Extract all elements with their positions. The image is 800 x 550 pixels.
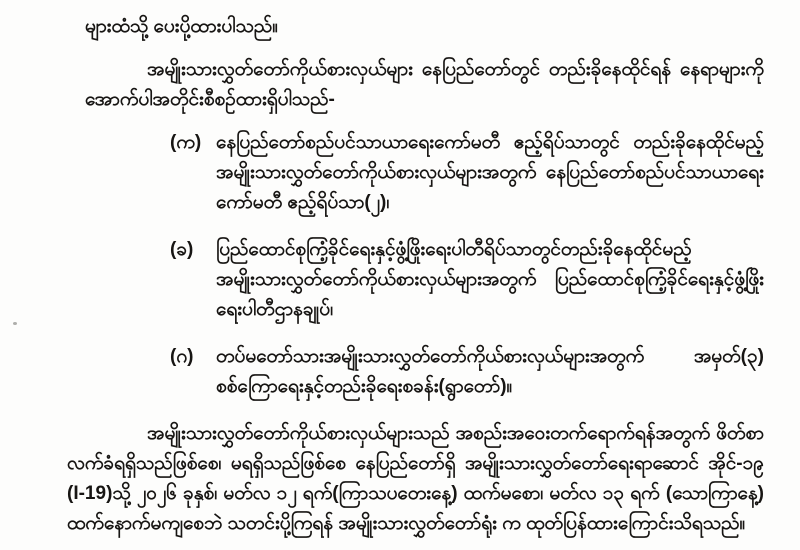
- list-item-label: (ဂ): [170, 346, 194, 367]
- numbered-list: [170, 128, 764, 402]
- list-item: [170, 128, 764, 218]
- scan-speck: [13, 322, 17, 325]
- list-item: [170, 235, 764, 325]
- list-item-label: (က): [170, 132, 202, 153]
- list-item: [170, 342, 764, 402]
- list-item-label: (ခ): [170, 239, 194, 260]
- paragraph-intro: အမျိုးသားလွှတ်တော်ကိုယ်စားလှယ်များ နေပြည်တော်တွင် တည်းခိုနေထိုင်ရန် နေရာများကို အောက်ပါအတိုင်းစီစဉ်ထားရှိပါသည်-: [85, 59, 764, 110]
- paragraph-closing: အမျိုးသားလွှတ်တော်ကိုယ်စားလှယ်များသည် အစည်းအဝေးတက်ရောက်ရန်အတွက် ဖိတ်စာ လက်ခံရရှိသည်ဖြစ်စေ၊ မရရှိသည်ဖြစ်စေ နေပြည်တော်ရှိ အမျိုးသားလွှတ်တော်ရေးရာဆောင် အိုင်-၁၉ (I-19)သို့ ၂၀၂၆ ခုနှစ်၊ မတ်လ ၁၂ ရက်(ကြာသပတေးနေ့) ထက်မစော၊ မတ်လ ၁၃ ရက် (သောကြာနေ့) ထက်နောက်မကျစေဘဲ သတင်းပို့ကြရန် အမျိုးသားလွှတ်တော်ရုံး က ထုတ်ပြန်ထားကြောင်းသိရသည်။: [67, 423, 764, 534]
- paragraph-continuation: များထံသို့ ပေးပို့ထားပါသည်။: [85, 16, 278, 37]
- list-item-text: တပ်မတော်သားအမျိုးသားလွှတ်တော်ကိုယ်စားလှယ်များအတွက် အမှတ်(၃) စစ်ကြောရေးနှင့်တည်းခိုရေးစခန်း(ရွာတော်)။: [216, 346, 764, 397]
- list-item-text: နေပြည်တော်စည်ပင်သာယာရေးကော်မတီ ဧည့်ရိပ်သာတွင် တည်းခိုနေထိုင်မည့် အမျိုးသားလွှတ်တော်ကိုယ်စားလှယ်များအတွက် နေပြည်တော်စည်ပင်သာယာရေးကော်မတီ ဧည့်ရိပ်သာ(၂)၊: [216, 132, 764, 213]
- list-item-text: ပြည်ထောင်စုကြံ့ခိုင်ရေးနှင့်ဖွံ့ဖြိုးရေးပါတီရိပ်သာတွင်တည်းခိုနေထိုင်မည့် အမျိုးသားလွှတ်တော်ကိုယ်စားလှယ်များအတွက် ပြည်ထောင်စုကြံ့ခိုင်ရေးနှင့်ဖွံ့ဖြိုးရေးပါတီဌာနချုပ်၊: [216, 239, 764, 320]
